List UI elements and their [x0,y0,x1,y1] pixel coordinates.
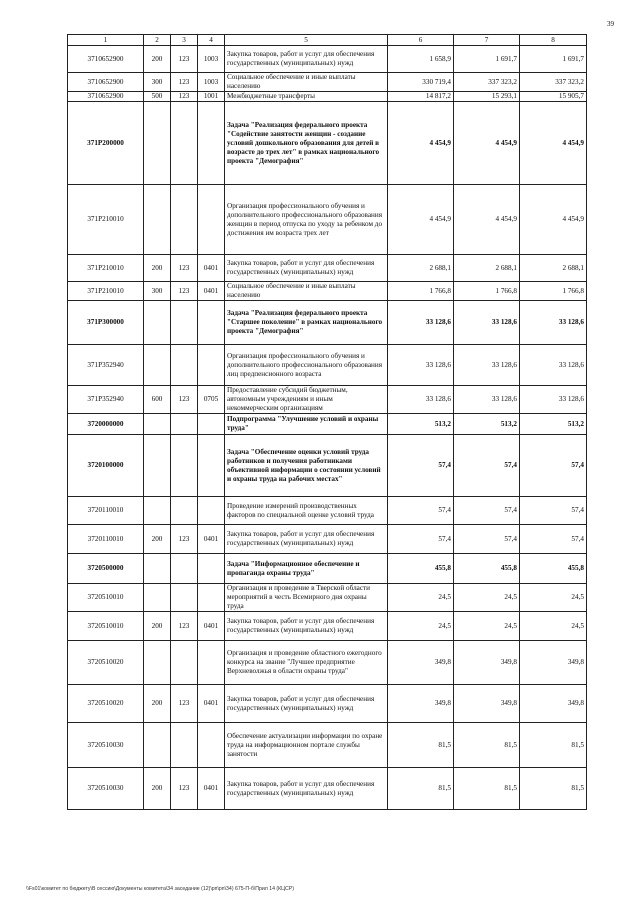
row-col4: 0401 [198,525,225,554]
row-col4: 0401 [198,768,225,810]
row-value-col6: 4 454,9 [388,185,454,255]
footer-file-path: \\Fs01\комитет по бюджету\В сессию\Документы комитета\34 заседание (12)\рп\рп\34) 675-П-б\Прил 14 (КЦСР) [26,886,294,892]
row-code: 3720510010 [68,584,144,612]
table-row [68,435,587,497]
row-value-col6: 81,5 [388,723,454,768]
row-value-col8: 33 128,6 [520,386,587,414]
row-description: Организация и проведение в Тверской области мероприятий в честь Всемирного дня охраны труда [225,584,388,612]
table-row [68,282,587,301]
row-code: 371P352940 [68,386,144,414]
row-col2 [144,345,171,386]
row-col2: 200 [144,685,171,723]
table-row [68,301,587,345]
table-row [68,185,587,255]
header-cell: 6 [388,35,454,46]
row-value-col6: 513,2 [388,414,454,435]
row-code: 3720510030 [68,768,144,810]
table-header-row [68,35,587,46]
row-value-col6: 330 719,4 [388,73,454,92]
row-value-col8: 33 128,6 [520,301,587,345]
table-row [68,255,587,282]
table-row [68,554,587,584]
row-col4 [198,345,225,386]
row-description: Проведение измерений производственных факторов по специальной оценке условий труда [225,497,388,525]
row-value-col7: 15 293,1 [454,92,520,102]
table-row [68,102,587,185]
row-description: Закупка товаров, работ и услуг для обеспечения государственных (муниципальных) нужд [225,525,388,554]
row-col4 [198,185,225,255]
row-col3 [171,185,198,255]
row-value-col7: 24,5 [454,584,520,612]
row-col2 [144,102,171,185]
row-value-col7: 1 766,8 [454,282,520,301]
row-description: Закупка товаров, работ и услуг для обеспечения государственных (муниципальных) нужд [225,255,388,282]
row-value-col7: 337 323,2 [454,73,520,92]
row-code: 371P210010 [68,185,144,255]
row-value-col8: 4 454,9 [520,185,587,255]
row-value-col7: 33 128,6 [454,301,520,345]
row-col3: 123 [171,386,198,414]
row-value-col7: 4 454,9 [454,185,520,255]
row-code: 3720100000 [68,435,144,497]
row-col3 [171,414,198,435]
row-col2: 500 [144,92,171,102]
table-row [68,584,587,612]
row-col4: 1001 [198,92,225,102]
row-col3 [171,301,198,345]
row-description: Закупка товаров, работ и услуг для обеспечения государственных (муниципальных) нужд [225,612,388,641]
table-row [68,414,587,435]
row-col4: 1003 [198,46,225,73]
row-col2: 200 [144,525,171,554]
row-col4 [198,435,225,497]
row-col3 [171,102,198,185]
row-description: Задача "Обеспечение оценки условий труда работников и получения работниками объективной информации о состоянии условий и охраны труда на рабочих местах" [225,435,388,497]
row-value-col8: 57,4 [520,525,587,554]
row-description: Задача "Реализация федерального проекта "Содействие занятости женщин - создание условий дошкольного образования для детей в возрасте до трех лет" в рамках национального проекта "Демография" [225,102,388,185]
row-value-col8: 4 454,9 [520,102,587,185]
row-col2 [144,723,171,768]
row-value-col8: 349,8 [520,685,587,723]
page-number: 39 [607,20,614,28]
row-value-col7: 2 688,1 [454,255,520,282]
table-row [68,723,587,768]
row-value-col6: 24,5 [388,612,454,641]
row-value-col6: 2 688,1 [388,255,454,282]
row-value-col8: 1 691,7 [520,46,587,73]
row-col3: 123 [171,612,198,641]
row-value-col7: 57,4 [454,435,520,497]
row-value-col8: 455,8 [520,554,587,584]
row-col3: 123 [171,685,198,723]
row-description: Подпрограмма "Улучшение условий и охраны труда" [225,414,388,435]
row-value-col6: 57,4 [388,497,454,525]
header-cell: 2 [144,35,171,46]
row-col2: 300 [144,282,171,301]
row-code: 3720000000 [68,414,144,435]
row-value-col8: 1 766,8 [520,282,587,301]
row-value-col8: 57,4 [520,497,587,525]
row-code: 3710652900 [68,73,144,92]
row-col3 [171,345,198,386]
row-value-col6: 81,5 [388,768,454,810]
row-col2: 200 [144,612,171,641]
row-code: 3720510030 [68,723,144,768]
row-value-col8: 81,5 [520,723,587,768]
row-col4: 1003 [198,73,225,92]
row-col2: 300 [144,73,171,92]
row-value-col6: 33 128,6 [388,345,454,386]
row-value-col6: 33 128,6 [388,301,454,345]
row-value-col7: 33 128,6 [454,345,520,386]
table-row [68,497,587,525]
table-row [68,525,587,554]
row-value-col6: 14 817,2 [388,92,454,102]
row-code: 371P300000 [68,301,144,345]
table-row [68,345,587,386]
row-value-col8: 2 688,1 [520,255,587,282]
row-col3: 123 [171,92,198,102]
table-row [68,768,587,810]
row-description: Организация и проведение областного ежегодного конкурса на звание "Лучшее предприятие Верхневолжья в области охраны труда" [225,641,388,685]
row-description: Социальное обеспечение и иные выплаты населению [225,73,388,92]
row-col4 [198,584,225,612]
row-col4: 0401 [198,282,225,301]
row-col4: 0401 [198,685,225,723]
row-description: Межбюджетные трансферты [225,92,388,102]
row-col2: 200 [144,768,171,810]
row-col3: 123 [171,73,198,92]
row-col3 [171,584,198,612]
header-cell: 4 [198,35,225,46]
table-row [68,641,587,685]
row-col4: 0401 [198,255,225,282]
row-code: 371P200000 [68,102,144,185]
row-code: 3720110010 [68,497,144,525]
row-value-col8: 24,5 [520,584,587,612]
row-value-col8: 349,8 [520,641,587,685]
row-col2 [144,554,171,584]
row-description: Организация профессионального обучения и дополнительного профессионального образования женщин в период отпуска по уходу за ребенком до достижения им возраста трех лет [225,185,388,255]
row-value-col6: 4 454,9 [388,102,454,185]
row-value-col8: 57,4 [520,435,587,497]
row-description: Закупка товаров, работ и услуг для обеспечения государственных (муниципальных) нужд [225,685,388,723]
row-value-col7: 33 128,6 [454,386,520,414]
row-description: Задача "Реализация федерального проекта "Старшее поколение" в рамках национального проекта "Демография" [225,301,388,345]
row-code: 371P210010 [68,255,144,282]
row-value-col6: 57,4 [388,525,454,554]
row-value-col7: 24,5 [454,612,520,641]
row-code: 3710652900 [68,46,144,73]
row-col3: 123 [171,255,198,282]
row-description: Задача "Информационное обеспечение и пропаганда охраны труда" [225,554,388,584]
row-value-col7: 349,8 [454,685,520,723]
row-col3: 123 [171,768,198,810]
row-col4 [198,641,225,685]
row-description: Закупка товаров, работ и услуг для обеспечения государственных (муниципальных) нужд [225,768,388,810]
table-row [68,73,587,92]
row-value-col7: 349,8 [454,641,520,685]
row-value-col7: 455,8 [454,554,520,584]
row-col4 [198,414,225,435]
row-value-col8: 24,5 [520,612,587,641]
header-cell: 8 [520,35,587,46]
row-value-col7: 513,2 [454,414,520,435]
row-value-col6: 33 128,6 [388,386,454,414]
header-cell: 5 [225,35,388,46]
row-col3 [171,497,198,525]
row-value-col7: 4 454,9 [454,102,520,185]
row-code: 3720500000 [68,554,144,584]
row-value-col6: 349,8 [388,685,454,723]
row-value-col7: 81,5 [454,723,520,768]
row-col4 [198,723,225,768]
row-col4 [198,301,225,345]
row-col2: 200 [144,46,171,73]
row-col2 [144,584,171,612]
row-value-col8: 15 905,7 [520,92,587,102]
row-value-col7: 57,4 [454,497,520,525]
row-description: Социальное обеспечение и иные выплаты населению [225,282,388,301]
row-col3 [171,554,198,584]
row-code: 3710652900 [68,92,144,102]
row-value-col8: 337 323,2 [520,73,587,92]
row-value-col7: 81,5 [454,768,520,810]
row-col4 [198,102,225,185]
row-col2 [144,435,171,497]
row-description: Закупка товаров, работ и услуг для обеспечения государственных (муниципальных) нужд [225,46,388,73]
table-row [68,685,587,723]
budget-table [67,34,587,810]
row-col3: 123 [171,282,198,301]
row-code: 371P210010 [68,282,144,301]
row-col2 [144,185,171,255]
row-value-col6: 1 766,8 [388,282,454,301]
row-col4 [198,497,225,525]
row-col3: 123 [171,525,198,554]
table-row [68,46,587,73]
row-code: 371P352940 [68,345,144,386]
row-value-col7: 1 691,7 [454,46,520,73]
row-col2 [144,497,171,525]
row-col4: 0401 [198,612,225,641]
row-value-col8: 513,2 [520,414,587,435]
row-col2: 600 [144,386,171,414]
row-value-col6: 24,5 [388,584,454,612]
table-row [68,92,587,102]
row-code: 3720510020 [68,641,144,685]
row-value-col6: 1 658,9 [388,46,454,73]
table-row [68,386,587,414]
row-col2 [144,301,171,345]
row-col2 [144,414,171,435]
row-value-col6: 349,8 [388,641,454,685]
table-row [68,612,587,641]
row-value-col6: 455,8 [388,554,454,584]
header-cell: 1 [68,35,144,46]
row-value-col7: 57,4 [454,525,520,554]
row-code: 3720510020 [68,685,144,723]
row-description: Обеспечение актуализации информации по охране труда на информационном портале службы занятости [225,723,388,768]
row-col3 [171,435,198,497]
row-col3 [171,641,198,685]
row-description: Организация профессионального обучения и дополнительного профессионального образования лиц предпенсионного возраста [225,345,388,386]
row-value-col8: 81,5 [520,768,587,810]
row-col4 [198,554,225,584]
row-col3: 123 [171,46,198,73]
row-col3 [171,723,198,768]
header-cell: 7 [454,35,520,46]
row-col2: 200 [144,255,171,282]
row-col4: 0705 [198,386,225,414]
row-code: 3720510010 [68,612,144,641]
row-col2 [144,641,171,685]
row-code: 3720110010 [68,525,144,554]
header-cell: 3 [171,35,198,46]
row-description: Предоставление субсидий бюджетным, автономным учреждениям и иным некоммерческим организациям [225,386,388,414]
row-value-col6: 57,4 [388,435,454,497]
row-value-col8: 33 128,6 [520,345,587,386]
